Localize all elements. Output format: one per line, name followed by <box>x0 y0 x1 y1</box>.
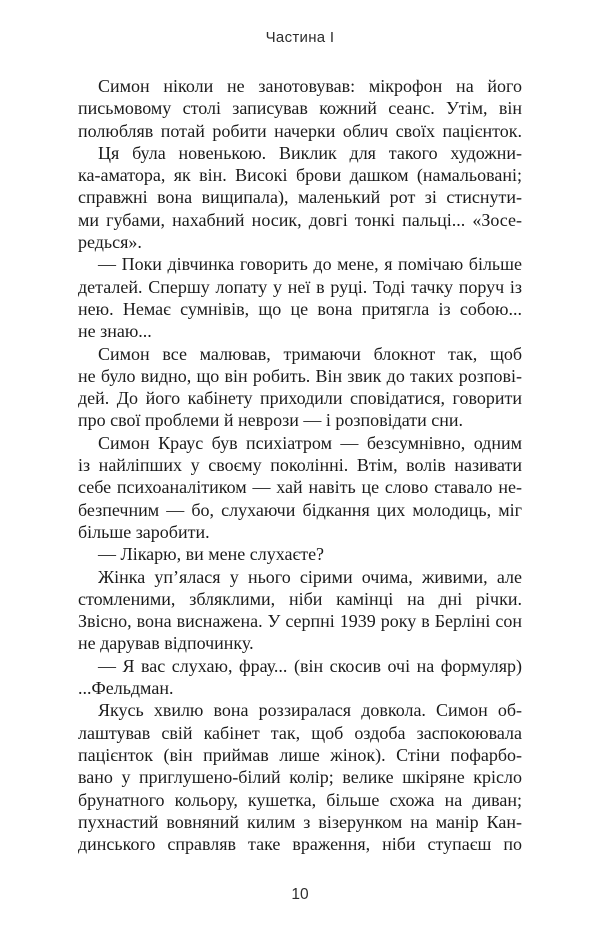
text-line: безпечним — бо, слухаючи бідкання цих молодиць, міг <box>78 499 522 520</box>
text-line: пухнастий вовняний килим з візерунком на манір Кан- <box>78 811 522 832</box>
text-line: не було видно, що він робить. Він звик до таких розпові- <box>78 365 522 386</box>
text-line: дей. До його кабінету приходили сповідатися, говорити <box>78 388 522 409</box>
text-line: Симон ніколи не занотовував: мікрофон на його <box>98 76 522 96</box>
text-line: не дарував відпочинку. <box>78 633 254 654</box>
text-line: динського справляв таке враження, ніби ступаєш по <box>78 834 522 855</box>
text-line: лаштував свій кабінет так, щоб оздоба заспокоювала <box>78 722 522 743</box>
text-line: нею. Немає сумнівів, що це вона притягла із собою... <box>78 298 522 319</box>
text-line: ми губами, нахабний носик, довгі тонкі пальці... «Зосе- <box>78 209 522 230</box>
text-line: не знаю... <box>78 321 152 342</box>
text-line: із найліпших у своєму поколінні. Втім, волів називати <box>78 455 522 476</box>
text-line: справжні вона вищипала), маленький рот зі стиснути- <box>78 187 522 208</box>
part-heading: Частина I <box>265 29 335 46</box>
text-line: ка-аматора, як він. Високі брови дашком (намальовані; <box>78 165 522 186</box>
text-line: більше заробити. <box>78 521 210 542</box>
text-line: стомленими, збляклими, ніби камінці на дні річки. <box>78 588 522 609</box>
text-line: Ця була новенькою. Виклик для такого художни- <box>98 142 522 163</box>
text-line: письмовому столі записував кожний сеанс. Утім, він <box>78 98 522 119</box>
text-line: редься». <box>78 232 142 253</box>
text-line: брунатного кольору, кушетка, більше схожа на диван; <box>78 789 522 810</box>
text-line: себе психоаналітиком — хай навіть це слово ставало не- <box>78 477 522 498</box>
text-line: пацієнток (він приймав лише жінок). Стіни пофарбо- <box>78 744 522 765</box>
text-line: про свої проблеми й неврози — і розповідати сни. <box>78 410 464 431</box>
text-line: ...Фельдман. <box>78 678 174 699</box>
text-line: — Я вас слухаю, фрау... (він скосив очі на формуляр) <box>98 655 522 676</box>
body-text <box>78 75 522 855</box>
text-line: деталей. Спершу лопату у неї в руці. Тоді тачку поруч із <box>78 276 522 297</box>
text-line: Звісно, вона виснажена. У серпні 1939 року в Берліні сон <box>78 611 522 632</box>
text-line: вано у приглушено-білий колір; велике шкіряне крісло <box>78 767 522 788</box>
page-number: 10 <box>291 886 309 903</box>
text-line: Жінка уп’ялася у нього сірими очима, живими, але <box>98 566 522 587</box>
text-line: полюбляв потай робити начерки облич своїх пацієнток. <box>78 120 522 141</box>
text-line: — Поки дівчинка говорить до мене, я помічаю більше <box>98 254 522 275</box>
text-line: Симон все малював, тримаючи блокнот так, щоб <box>98 343 522 364</box>
text-line: Якусь хвилю вона роззиралася довкола. Симон об- <box>98 700 522 721</box>
text-line: — Лікарю, ви мене слухаєте? <box>98 544 325 565</box>
text-line: Симон Краус був психіатром — безсумнівно, одним <box>98 432 522 453</box>
